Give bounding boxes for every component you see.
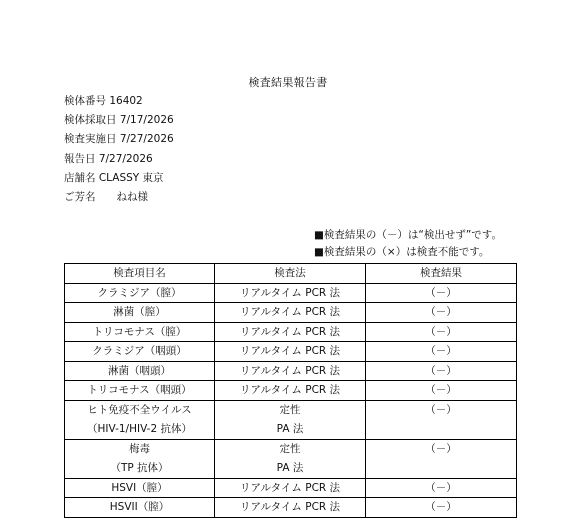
method-cell: リアルタイム PCR 法	[215, 381, 366, 401]
table-row	[65, 322, 517, 342]
result-cell: （－）	[366, 283, 517, 303]
method-line: 定性	[279, 442, 301, 455]
test-item-line: ヒト免疫不全ウイルス	[87, 403, 192, 416]
table-row	[65, 400, 517, 439]
table-row	[65, 439, 517, 478]
table-row	[65, 283, 517, 303]
table-header-row	[65, 264, 517, 284]
result-cell: （－）	[366, 439, 517, 478]
result-cell: （－）	[366, 303, 517, 323]
header-result: 検査結果	[366, 264, 517, 284]
result-notes	[314, 228, 502, 262]
store-name: 店舗名 CLASSY 東京	[64, 171, 164, 184]
method-cell: リアルタイム PCR 法	[215, 342, 366, 362]
result-cell: （－）	[366, 478, 517, 498]
test-item-line: 梅毒	[129, 442, 150, 455]
specimen-number: 検体番号 16402	[64, 95, 143, 107]
result-cell: （－）	[366, 361, 517, 381]
test-item-cell: 淋菌（膣）	[65, 303, 215, 323]
result-cell: （－）	[366, 498, 517, 518]
method-cell: リアルタイム PCR 法	[215, 498, 366, 518]
note-not-detected: ■検査結果の（－）は“検出せず”です。	[314, 229, 502, 241]
method-cell	[215, 439, 366, 478]
test-item-cell: 淋菌（咽頭）	[65, 361, 215, 381]
header-test-item: 検査項目名	[65, 264, 215, 284]
test-item-cell: クラミジア（膣）	[65, 283, 215, 303]
test-item-line: （HIV-1/HIV-2 抗体）	[87, 422, 192, 435]
test-item-cell	[65, 439, 215, 478]
test-item-cell: トリコモナス（咽頭）	[65, 381, 215, 401]
test-item-cell: HSVII（膣）	[65, 498, 215, 518]
test-date: 検査実施日 7/27/2026	[64, 133, 174, 146]
result-cell: （－）	[366, 381, 517, 401]
patient-name: ご芳名 ねね様	[64, 190, 148, 203]
test-item-cell: トリコモナス（膣）	[65, 322, 215, 342]
report-title: 検査結果報告書	[248, 76, 328, 89]
method-cell: リアルタイム PCR 法	[215, 322, 366, 342]
results-table	[64, 263, 517, 518]
header-method: 検査法	[215, 264, 366, 284]
method-line: 定性	[279, 403, 301, 416]
method-cell: リアルタイム PCR 法	[215, 478, 366, 498]
collection-date: 検体採取日 7/17/2026	[64, 114, 174, 127]
method-line: PA 法	[276, 422, 304, 435]
specimen-info	[64, 94, 174, 209]
note-untestable: ■検査結果の（×）は検査不能です。	[314, 246, 490, 258]
result-cell: （－）	[366, 400, 517, 439]
test-item-cell	[65, 400, 215, 439]
report-date: 報告日 7/27/2026	[64, 152, 153, 165]
table-row	[65, 361, 517, 381]
table-row	[65, 478, 517, 498]
table-row	[65, 342, 517, 362]
test-item-cell: HSVI（膣）	[65, 478, 215, 498]
method-cell: リアルタイム PCR 法	[215, 303, 366, 323]
test-item-line: （TP 抗体）	[110, 461, 169, 474]
result-cell: （－）	[366, 322, 517, 342]
method-cell: リアルタイム PCR 法	[215, 283, 366, 303]
table-row	[65, 498, 517, 518]
method-cell	[215, 400, 366, 439]
table-row	[65, 303, 517, 323]
method-cell: リアルタイム PCR 法	[215, 361, 366, 381]
method-line: PA 法	[276, 461, 304, 474]
table-row	[65, 381, 517, 401]
result-cell: （－）	[366, 342, 517, 362]
test-item-cell: クラミジア（咽頭）	[65, 342, 215, 362]
